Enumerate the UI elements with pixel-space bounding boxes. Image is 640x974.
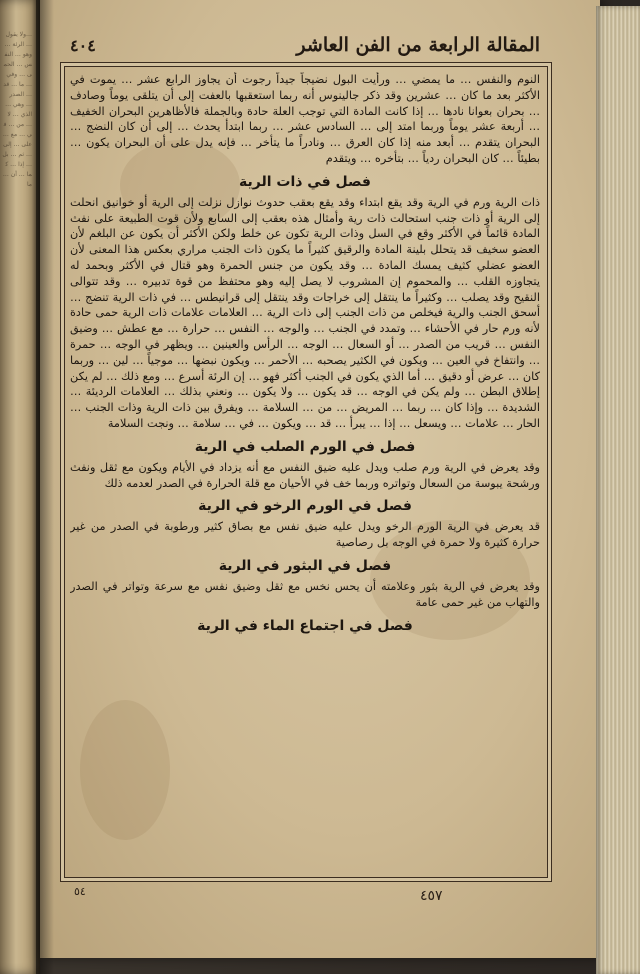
paragraph-intro: النوم والنفس … ما يمضي … ورأيت البول نضيجاً جيداً رجوت أن يجاوز الرابع عشر … يموت في الأكثر بعد ما كان … عشرين وقد ذكر جالينوس أنه ربما استعقبها بالعفت إلى أن يتلقى يوماً وصادف … بحران بعوانا نادها … إذا كانت المادة التي توجب العلة حادة وبالجملة فالأظاهرين البحران الخفيف … أربعة عشر يوماً وربما امتد إلى … السادس عشر … ربما ابتدأ يحدث … إلى أن كان النضج … البحران يتقدم … أبعد منه إذا كان العرق … ونادراً ما يتأخر … فإنه يدل على أن البحران يكون … بطيئاً … كان البحران ردياً … بتأخره … ويتقدم [70, 73, 540, 165]
paragraph-pustules: وقد يعرض في الرية بثور وعلامته أن يحس نخس مع ثقل وضيق نفس مع سرعة وتواتر في الصدر والتهاب من غير حمى عامة [70, 579, 540, 609]
section-heading-hard-swelling: فصل في الورم الصلب في الرية [194, 438, 416, 455]
running-head-page-number: ٤٠٤ [70, 35, 96, 55]
facing-page-text: …ولا يقول … الرئة … وهو … النفس … الحمى … وفي … ما … قد … الصدر … وهي … الذي … لا … من … في … مع … على … إلى … ثم … بل … إذا … كما … أن … ما [2, 31, 32, 188]
running-head [70, 30, 540, 60]
section-heading-water-in-lung: فصل في اجتماع الماء في الرية [197, 617, 413, 634]
section-heading-pustules: فصل في البثور في الرية [218, 557, 392, 574]
paragraph-hard-swelling: وقد يعرض في الرية ورم صلب ويدل عليه ضيق النفس مع أنه يزداد في الأيام ويكون مع ثقل ونفث ورشحة يبوسة من السعال وتواتره وربما خف في الأحيان مع قلة الحرارة في الصدر لعدمه ذلك [70, 460, 540, 490]
footer-page-number: ٤٥٧ [420, 888, 443, 904]
paragraph-dhat-al-riya: ذات الرية ورم في الرية وقد يقع ابتداء وقد يقع بعقب حدوث نوازل نزلت إلى الرية أو خوانيق انحلت إلى الرية أو ذات جنب استحالت ذات رية وأمثال هذه بعقب إلى السابع ولأن قوت الطبيعة على نفث المادة قائماً في الأكثر وقع في السل وذات الرية تكون عن خلط ولكن الأكثر أن يكون عن البلغم لأن العضو سخيف قد يتحلل بلينة المادة والرقيق كثيراً ما يكون ذات الجنب مراري بعكس هذا المعنى لأن العضو عضلي كثيف يمسك المادة … وقد يكون من جنس الحمرة وهو قتال في الأكثر وبحمد له يتجاوزه القلب … والمحموم إن المشروب لا يصل إليه وهو محتفظ من قوة تدبيره … وقد تتوالى النقيح وقد يصلب … وكثيراً ما ينتقل إلى خراجات وقد ينتقل إلى قرانيطس … في ذات الرية تنضج … أسحق الجنب والرية فيخلص من ذات الجنب إلى ذات الرية … العلامات علامات ذات الرية حمى حادة لأنه ورم حار في الأحشاء … وتمدد في الجنب … والوجه … النفس … حرارة … مع عطش … وضيق النفس … قريب من الصدر … أو السعال … الوجه … الرأس والعينين … ويظهر في الوجه … حمرة … وانتفاخ في العين … ويكون في الكثير يصحبه … الأحمر … ويكون نبضها … موجياً … لين … وربما كان … عرض أو دقيق … أما الذي يكون في الجنب أكثر فهو … إن الرئة أسرع … ومع ذلك … لم يكن إطلاق البطن … ولم يكن في الوجه … قد يكون … ولا يكون … ونعني بذلك … العلامات الرديئة … الشديدة … وإذا كان … ربما … المريض … من … السلامة … ويفرق بين ذات الرية وذات الجنب … الحار … علامات … ويسعل … إذا … يبرأ … قد … ويكون … في … سلامة … ونجت السلامة [70, 195, 540, 430]
running-head-title: المقالة الرابعة من الفن العاشر [296, 34, 540, 56]
gutter-shadow [36, 0, 54, 974]
section-heading-soft-swelling: فصل في الورم الرخو في الرية [198, 498, 412, 515]
facing-page-edge [0, 0, 40, 974]
signature-mark: ٥٤ [74, 885, 86, 898]
text-block [70, 72, 540, 872]
section-heading-dhat-al-riya: فصل في ذات الرية [239, 173, 371, 190]
page-edges [596, 6, 640, 974]
paragraph-soft-swelling: قد يعرض في الرية الورم الرخو ويدل عليه ضيق نفس مع بصاق كثير ورطوبة في الصدر من غير حرارة كثيرة ولا حمرة في الوجه بل رصاصية [70, 520, 540, 550]
